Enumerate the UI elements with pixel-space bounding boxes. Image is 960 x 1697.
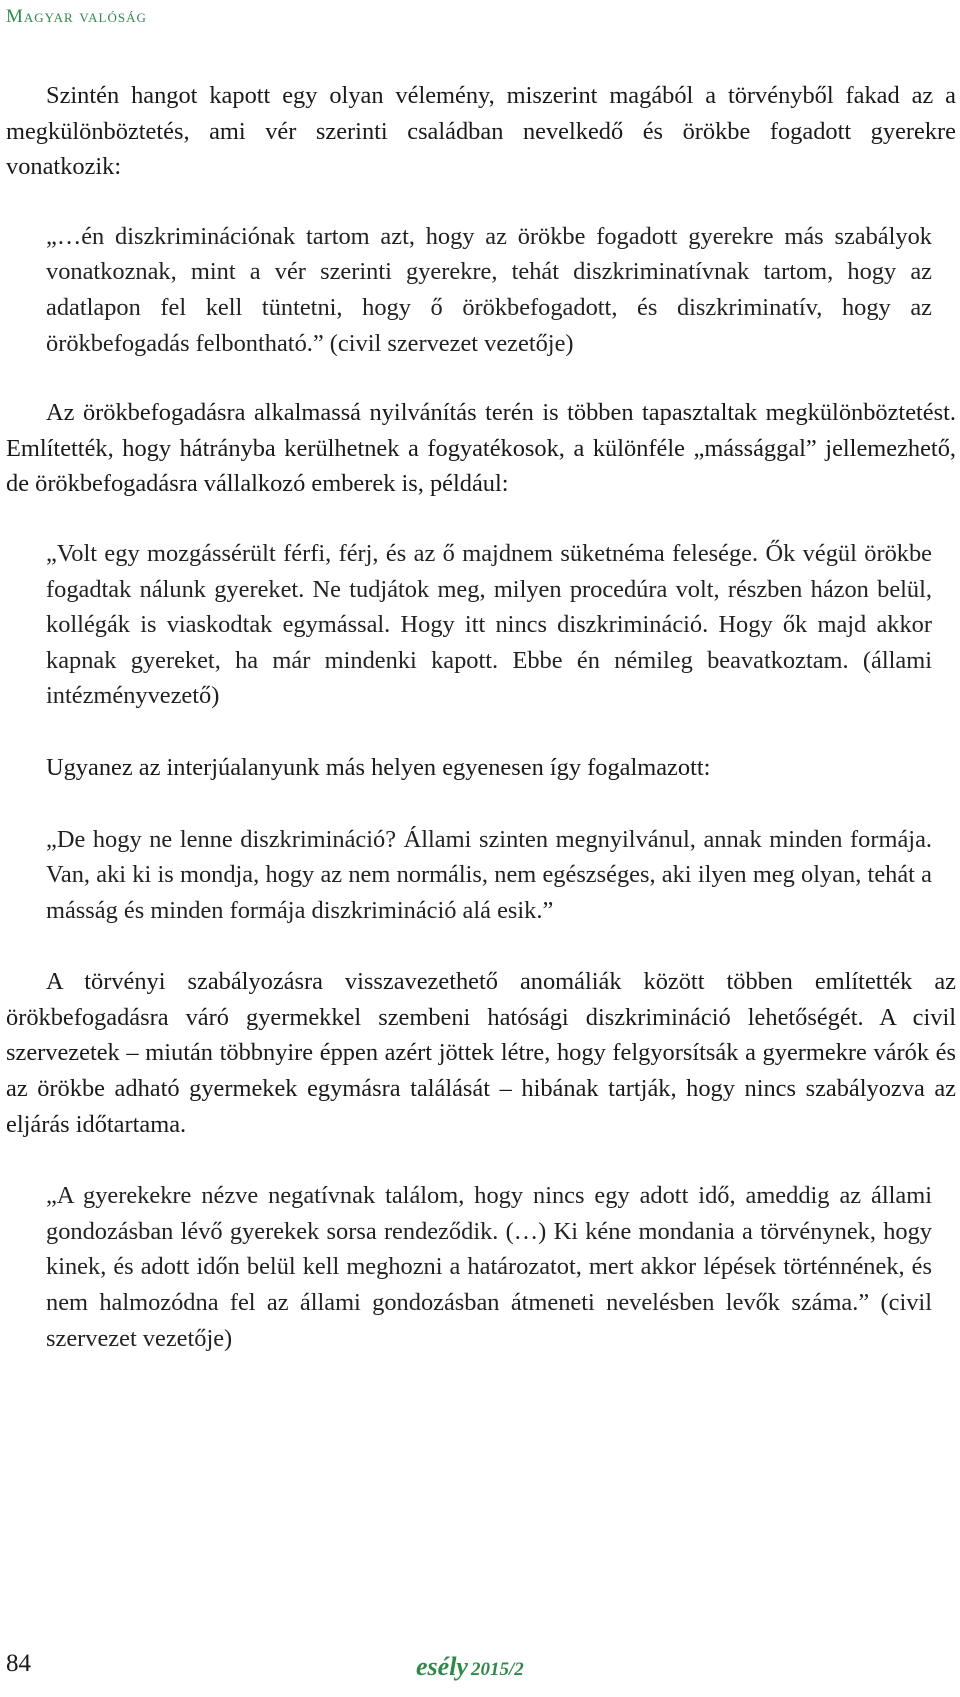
paragraph-1: Szintén hangot kapott egy olyan vélemény, miszerint magából a törvényből fakad az a megkülönböztetés, ami vér szerinti családban nevelkedő és örökbe fogadott gyerekre vonatkozik: bbox=[6, 82, 956, 181]
quote-2: „Volt egy mozgássérült férfi, férj, és az ő majdnem süketnéma felesége. Ők végül örökbe fogadtak nálunk gyereket. Ne tudjátok meg, milyen procedúra volt, részben házon belül, kollégák is viaskodtak egymással. Hogy itt nincs diszkrimináció. Hogy ők majd akkor kapnak gyereket, ha már mindenki kapott. Ebbe én némileg beavatkoztam. (állami intézményvezető) bbox=[46, 539, 932, 710]
running-head: Magyar valóság bbox=[6, 6, 147, 27]
quote-3: „De hogy ne lenne diszkrimináció? Állami szinten megnyilvánul, annak minden formája. Van, aki ki is mondja, hogy az nem normális, nem egészséges, aki ilyen meg olyan, tehát a másság és minden formája diszkrimináció alá esik.” bbox=[46, 825, 932, 924]
journal-logo bbox=[416, 1652, 524, 1682]
page-number: 84 bbox=[6, 1650, 31, 1677]
journal-name: esély bbox=[416, 1652, 468, 1681]
paragraph-4: A törvényi szabályozásra visszavezethető anomáliák között többen említették az örökbefogadásra váró gyermekkel szembeni hatósági diszkrimináció lehetőségét. A civil szervezetek – miután többnyire éppen azért jöttek létre, hogy felgyorsítsák a gyermekre várók és az örökbe adható gyermekek egymásra találását – hibának tartják, hogy nincs szabályozva az eljárás időtartama. bbox=[6, 968, 956, 1138]
quote-1: „…én diszkriminációnak tartom azt, hogy az örökbe fogadott gyerekre más szabályok vonatkoznak, mint a vér szerinti gyerekre, tehát diszkriminatívnak tartom, hogy az adatlapon fel kell tüntetni, hogy ő örökbefogadott, és diszkriminatív, hogy az örökbefogadás felbontható.” (civil szervezet vezetője) bbox=[46, 222, 932, 357]
page-body bbox=[6, 78, 956, 1356]
quote-4: „A gyerekekre nézve negatívnak találom, hogy nincs egy adott idő, ameddig az állami gondozásban lévő gyerekek sorsa rendeződik. (…) Ki kéne mondania a törvénynek, hogy kinek, és adott időn belül kell meghozni a határozatot, mert akkor lépések történnének, és nem halmozódna fel az állami gondozásban átmeneti nevelésben levők száma.” (civil szervezet vezetője) bbox=[46, 1182, 932, 1352]
journal-issue: 2015/2 bbox=[470, 1659, 524, 1680]
paragraph-3: Ugyanez az interjúalanyunk más helyen egyenesen így fogalmazott: bbox=[46, 753, 711, 781]
paragraph-2: Az örökbefogadásra alkalmassá nyilvánítás terén is többen tapasztaltak megkülönböztetést. Említették, hogy hátrányba kerülhetnek a fogyatékosok, a különféle „mássággal” jellemezhető, de örökbefogadásra vállalkozó emberek is, például: bbox=[6, 399, 956, 498]
